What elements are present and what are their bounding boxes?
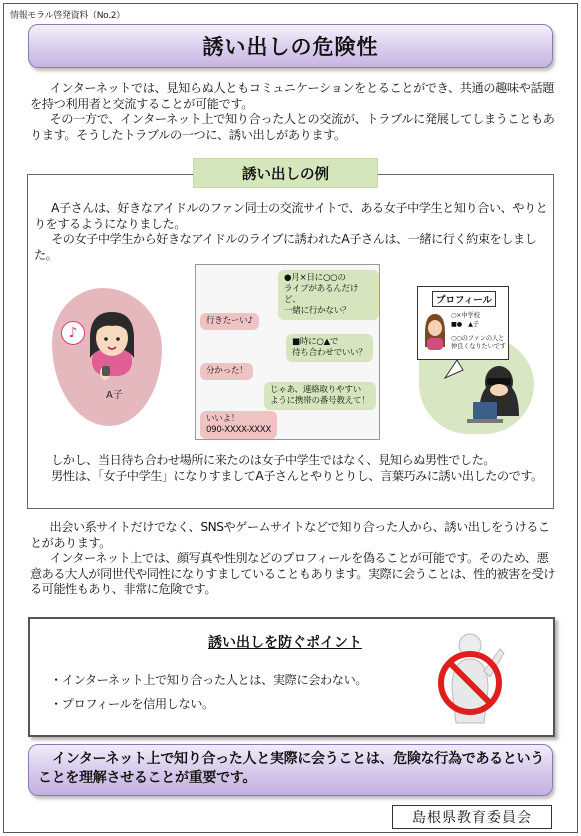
summary-text: インターネット上で知り合った人と実際に会うことは、危険な行為であるということを理解させることが重要です。: [38, 751, 544, 786]
chat-message: [200, 313, 259, 330]
no-entry-stop-gesture-icon: [434, 627, 514, 727]
warning-paragraph-2: インターネット上では、顔写真や性別などのプロフィールを偽ることが可能です。そのため、悪意ある大人が同世代や同性になりすましていることもあります。実際に会うことは、性的被害を受ける可能性もあり、非常に危険です。: [30, 551, 555, 596]
hooded-man-icon: [417, 286, 535, 436]
chat-message: [264, 382, 376, 410]
chat-message: [278, 270, 379, 320]
girl-illustration: [52, 288, 164, 428]
intro-paragraph-1: インターネットでは、見知らぬ人ともコミュニケーションをとることができ、共通の趣味や話題を持つ利用者と交流することが可能です。: [30, 81, 555, 111]
chat-message: [200, 363, 253, 380]
profile-school: ○×中学校: [451, 312, 480, 319]
chat-message: [286, 334, 373, 362]
example-paragraph-4: 男性は、「女子中学生」になりすましてA子さんとやりとりし、言葉巧みに誘い出したのです。: [51, 468, 543, 483]
intro-section: [30, 81, 555, 143]
footer-publisher: 島根県教育委員会: [392, 805, 552, 829]
example-paragraph-1: A子さんは、好きなアイドルのファン同士の交流サイトで、ある女子中学生と知り合い、やりとりをするようになりました。: [34, 201, 548, 231]
profile-fan-line-1: ○○のファンの人と: [451, 335, 505, 342]
chat-message-text: ●月×日に○○の ライブがあるんだけど、 一緒に行かない？: [284, 273, 359, 316]
page-title: 誘い出しの危険性: [202, 35, 379, 59]
example-story-bottom: [34, 453, 549, 484]
intro-paragraph-2: その一方で、インターネット上で知り合った人との交流が、トラブルに発展してしまうこともあります。そうしたトラブルの一つに、誘い出しがあります。: [30, 112, 555, 142]
document-header-tag: 情報モラル啓発資料（No.2）: [10, 11, 125, 21]
chat-message: [200, 411, 277, 439]
title-banner: [28, 24, 553, 68]
example-heading: 誘い出しの例: [193, 158, 378, 188]
chat-message-text: じゃあ、連絡取りやすい ように携帯の番号教えて！: [270, 385, 370, 406]
prevention-point: ・インターネット上で知り合った人とは、実際に会わない。: [50, 673, 368, 687]
girl-figure-icon: [52, 288, 164, 428]
example-story-top: [34, 201, 549, 263]
girl-label: A子: [106, 390, 123, 401]
profile-title: プロフィール: [432, 291, 496, 307]
chat-message-text: 分かった！: [206, 366, 248, 376]
profile-name: ■● ▲子: [451, 321, 479, 328]
prevention-points-title: 誘い出しを防ぐポイント: [208, 635, 362, 651]
chat-message-text: いいよ！ 090-XXXX-XXXX: [206, 414, 271, 435]
warning-section: [30, 520, 555, 598]
chat-message-text: ■時に○▲で 待ち合わせでいい？: [292, 337, 367, 358]
chat-window: [195, 264, 380, 440]
example-paragraph-3: しかし、当日待ち合わせ場所に来たのは女子中学生ではなく、見知らぬ男性でした。: [51, 453, 495, 467]
profile-fan-line-2: 仲良くなりたいです: [451, 343, 506, 350]
example-paragraph-2: その女子中学生から好きなアイドルのライブに誘われたA子さんは、一緒に行く約束をしました。: [34, 232, 537, 262]
predator-illustration: [417, 286, 535, 436]
prevention-point: ・プロフィールを信用しない。: [50, 697, 214, 711]
music-note-icon: ♪: [61, 321, 85, 345]
chat-message-text: 行きたーい♪: [206, 316, 253, 326]
warning-paragraph-1: 出会い系サイトだけでなく、SNSやゲームサイトなどで知り合った人から、誘い出しをうけることがあります。: [30, 520, 550, 550]
